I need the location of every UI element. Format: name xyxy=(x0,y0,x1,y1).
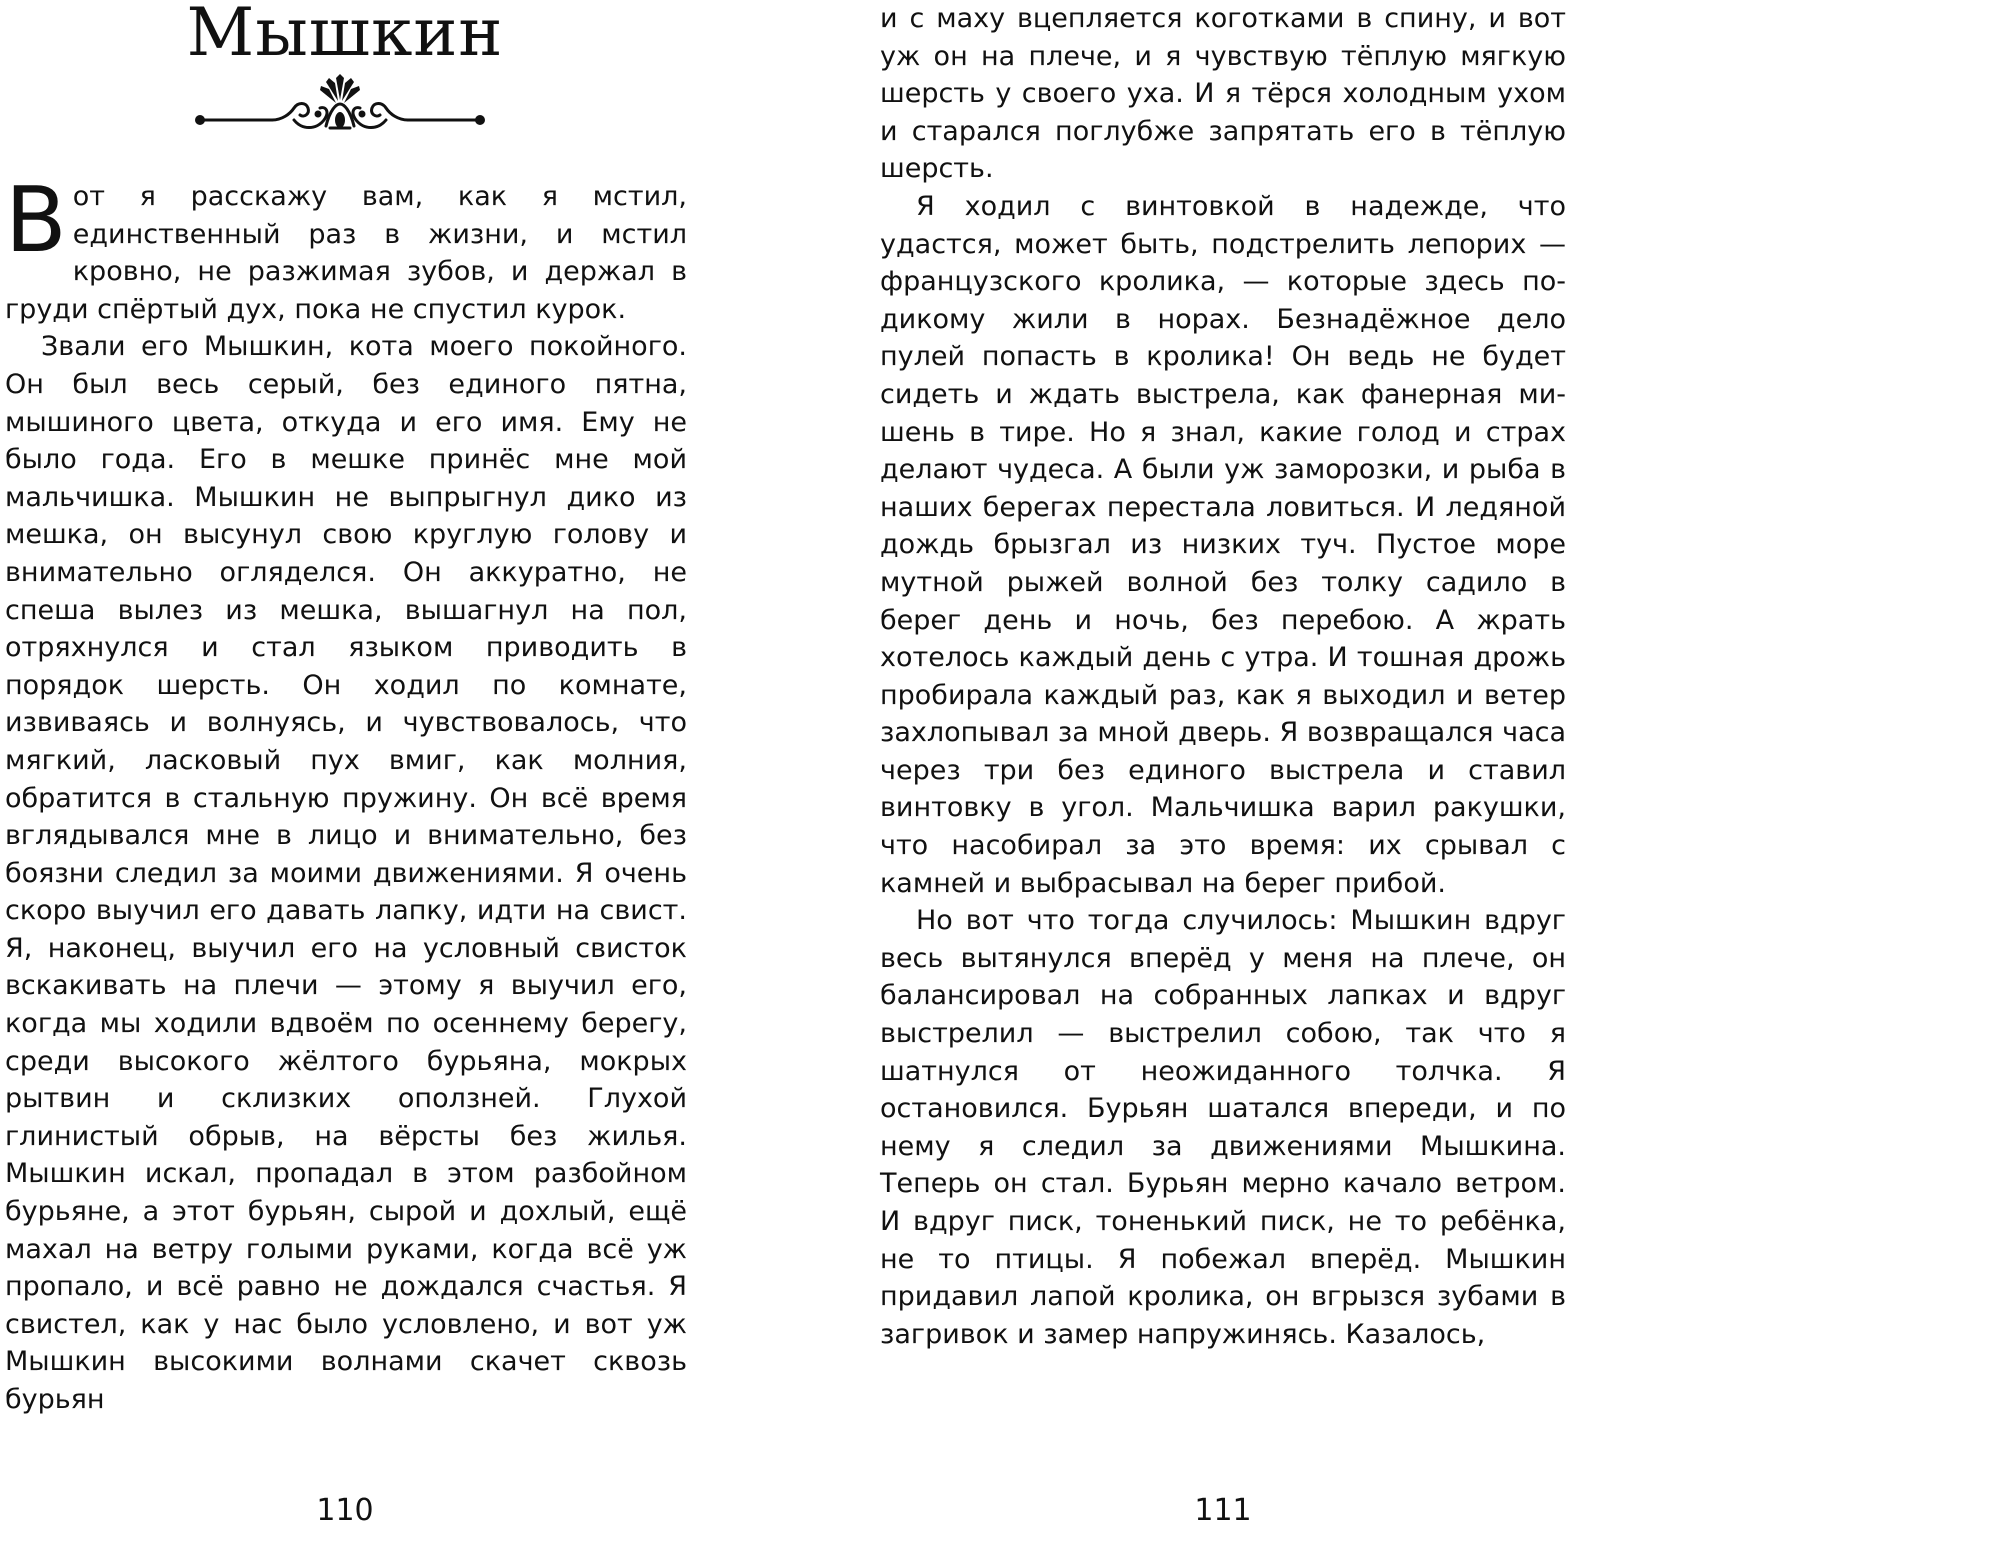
paragraph: Но вот что тогда случилось: Мышкин вдруг весь вытянулся вперёд у меня на плече, он балансировал на собранных лапках и вдруг выстрелил — выстрелил собою, так что я шатнулся от неожиданного толчка. Я остановился. Бурьян шатался впереди, и по нему я следил за движениями Мышкина. Теперь он стал. Бурьян мерно качало ветром. И вдруг писк, тоненький писк, не то ребёнка, не то птицы. Я побежал вперёд. Мышкин придавил лапой кролика, он вгрызся зубами в загривок и замер напружинясь. Казалось, xyxy=(880,905,1566,1350)
right-page xyxy=(880,0,2000,1543)
paragraph-text: от я расскажу вам, как я мстил, единственный раз в жизни, и мстил кровно, не разжимая зубов, и держал в груди спёртый дух, пока не спустил курок. xyxy=(5,181,687,325)
flourish-divider-icon xyxy=(190,70,490,150)
paragraph: Звали его Мышкин, кота моего покойного. Он был весь серый, без единого пятна, мышиного цвета, откуда и его имя. Ему не было года. Его в мешке принёс мне мой мальчишка. Мышкин не выпрыгнул дико из мешка, он высунул свою круглую голову и внимательно огляделся. Он аккуратно, не спеша вылез из мешка, вышагнул на пол, отряхнулся и стал языком приводить в порядок шерсть. Он ходил по комнате, извиваясь и волнуясь, и чувствовалось, что мягкий, ласковый пух вмиг, как молния, обратится в стальную пружину. Он всё время вглядывался мне в лицо и внимательно, без боязни следил за моими движениями. Я очень скоро выучил его давать лапку, идти на свист. Я, наконец, выучил его на условный свисток вскакивать на плечи — этому я выучил его, когда мы ходили вдвоём по осеннему берегу, среди высокого жёлтого бурьяна, мокрых рытвин и склизких оползней. Глухой глинистый обрыв, на вёрсты без жилья. Мышкин искал, пропадал в этом разбойном бурьяне, а этот бурьян, сырой и дохлый, ещё махал на ветру голыми руками, когда всё уж пропало, и всё равно не дождался счастья. Я свистел, как у нас было условлено, и вот уж Мышкин высокими волнами скачет сквозь бурьян xyxy=(5,331,687,1415)
paragraph xyxy=(5,168,687,328)
chapter-title: Мышкин xyxy=(186,0,504,71)
page-number: 110 xyxy=(316,1493,374,1528)
right-page-text xyxy=(880,0,1566,1353)
paragraph: и с маху вцепляется коготками в спину, и вот уж он на плече, и я чувствую тёплую мягкую шерсть у своего уха. И я тёрся холодным ухом и старался поглубже запрятать его в тёплую шерсть. xyxy=(880,3,1566,185)
paragraph: Я ходил с винтовкой в надежде, что удастся, может быть, подстрелить лепорих — французского кролика, — которые здесь по-дикому жили в норах. Безнадёжное дело пулей попасть в кролика! Он ведь не будет сидеть и ждать выстрела, как фанерная мишень в тире. Но я знал, какие голод и страх делают чудеса. А были уж заморозки, и рыба в наших берегах перестала ловиться. И ледяной дождь брызгал из низких туч. Пустое море мутной рыжей волной без толку садило в берег день и ночь, без перебою. А жрать хотелось каждый день с утра. И тошная дрожь пробирала каждый раз, как я выходил и ветер захлопывал за мной дверь. Я возвращался часа через три без единого выстрела и ставил винтовку в угол. Мальчишка варил ракушки, что насобирал за это время: их срывал с камней и выбрасывал на берег прибой. xyxy=(880,190,1567,899)
left-page-text xyxy=(5,168,687,1419)
drop-cap: В xyxy=(5,168,67,273)
page-number: 111 xyxy=(1194,1493,1252,1528)
